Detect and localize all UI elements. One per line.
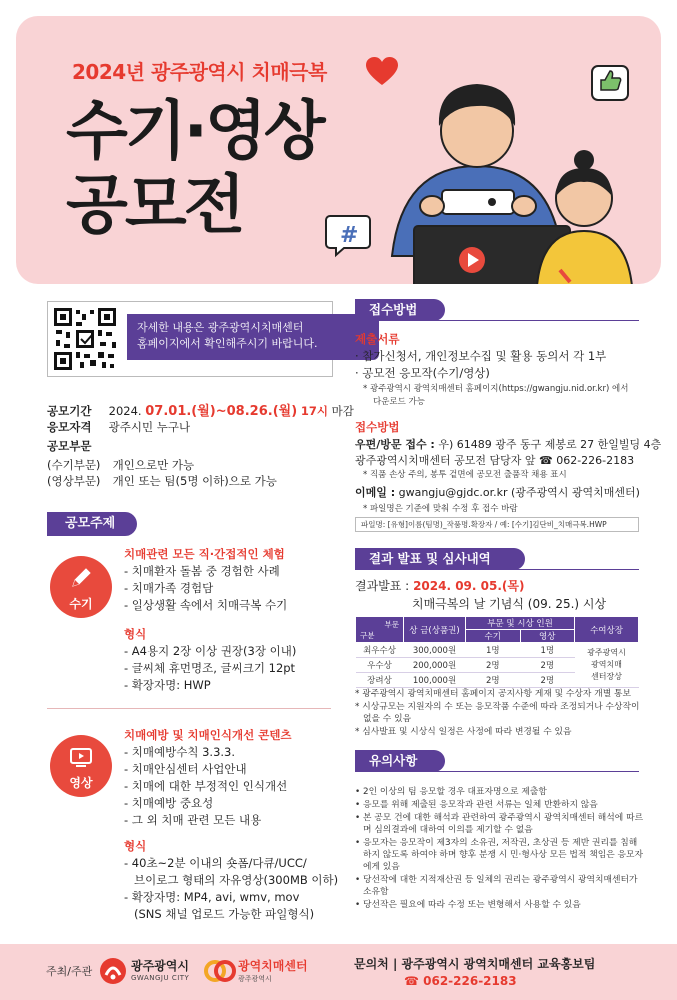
qr-message-line1: 자세한 내용은 광주광역시치매센터 xyxy=(137,321,304,334)
cautions-underline xyxy=(355,771,639,772)
list-item: - 그 외 치매 관련 모든 내용 xyxy=(124,813,262,827)
row-essay: 2명 xyxy=(466,658,521,673)
essay-division-value: 개인으로만 가능 xyxy=(112,458,195,472)
header-winners: 부문 및 시상 인원 xyxy=(466,617,575,630)
contact-info: 문의처 | 광주광역시 광역치매센터 교육홍보팀 xyxy=(354,957,596,971)
list-item: - 치매에 대한 부정적인 인식개선 xyxy=(124,779,288,793)
period-deadline: 마감 xyxy=(331,404,354,418)
period-time: 17시 xyxy=(300,404,328,418)
file-note: * 파일명은 기준에 맞춰 수정 후 접수 바람 xyxy=(363,504,518,514)
period-label: 공모기간 xyxy=(47,404,92,418)
announce-ceremony: 치매극복의 날 기념식 (09. 25.) 시상 xyxy=(412,597,607,611)
announce-date: 2024. 09. 05.(목) xyxy=(413,579,525,593)
row-prize: 100,000원 xyxy=(404,673,466,688)
header-video: 영상 xyxy=(520,630,575,643)
row-prize: 300,000원 xyxy=(404,643,466,658)
mail-note: * 직품 손상 주의, 봉투 겉면에 공모전 출품작 채용 표시 xyxy=(363,470,567,480)
hashtag-icon xyxy=(326,216,370,255)
list-item: • 응모자는 응모작이 제3자의 소유권, 저작권, 초상권 등 제반 권리를 침해하지 않도록 하여야 하며 향후 분쟁 시 민·형사상 모든 법적 책임은 응모자에게 있음 xyxy=(355,838,643,872)
cautions-section-title: 유의사항 xyxy=(355,750,445,772)
awarding-line: 광역치매 xyxy=(591,660,622,669)
eligibility-row xyxy=(47,419,190,435)
row-essay: 1명 xyxy=(466,643,521,658)
video-division-label: (영상부문) xyxy=(47,474,101,488)
row-prize: 200,000원 xyxy=(404,658,466,673)
mail-row xyxy=(355,437,661,453)
email-value[interactable]: gwangju@gjdc.or.kr (광주광역시 광역치매센터) xyxy=(398,486,640,499)
list-item: • 본 공모 건에 대한 해석과 관련하여 광주광역시 광역치매센터 해석에 따르며 심의결과에 대하여 이의를 제기할 수 없음 xyxy=(355,813,644,835)
submission-underline xyxy=(355,320,639,321)
row-video: 1명 xyxy=(520,643,575,658)
division-row xyxy=(47,438,105,454)
list-item: • 응모를 위해 제출된 응모작과 관련 서류는 일체 반환하지 않음 xyxy=(355,800,598,810)
header-category: 구분 xyxy=(360,630,375,640)
dementia-center-sub: 광주광역시 xyxy=(238,975,272,983)
list-item: - 치매안심센터 사업안내 xyxy=(124,762,247,776)
hero-banner xyxy=(16,16,661,284)
announce-row xyxy=(355,578,524,594)
list-item: • 2인 이상의 팀 응모할 경우 대표자명으로 제출함 xyxy=(355,787,547,797)
list-item: • 당선작에 대한 지적재산권 등 일체의 권리는 광주광역시 광역치매센터가 소유함 xyxy=(355,875,638,897)
list-item: - 치매예방수칙 3.3.3. xyxy=(124,745,236,759)
gwangju-city-en: GWANGJU CITY xyxy=(131,974,190,982)
essay-topic-head: 치매관련 모든 직·간접적인 체험 xyxy=(124,547,285,561)
essay-badge-label: 수기 xyxy=(69,597,93,611)
method-head: 접수방법 xyxy=(355,420,400,434)
list-item: • 당선작은 필요에 따라 수정 또는 변형해서 사용할 수 있음 xyxy=(355,900,581,910)
video-badge xyxy=(50,735,112,797)
row-name: 우수상 xyxy=(356,658,404,673)
awarding-line: 광주광역시 xyxy=(587,648,626,657)
dementia-center-logo-icon xyxy=(204,955,236,987)
header-awarding: 수여상장 xyxy=(575,617,639,643)
row-video: 2명 xyxy=(520,658,575,673)
essay-badge xyxy=(50,556,112,618)
period-row xyxy=(47,400,354,419)
qr-message xyxy=(127,314,379,360)
division-label: 공모부문 xyxy=(47,439,92,453)
row-name: 최우수상 xyxy=(356,643,404,658)
hero-title-line1: 수기·영상 xyxy=(66,95,323,169)
cautions-list xyxy=(355,786,645,912)
list-item: - 글씨체 휴먼명조, 글씨크기 12pt xyxy=(124,661,296,675)
header-prize: 상 금(상품권) xyxy=(404,617,466,643)
qr-code[interactable] xyxy=(52,306,118,372)
dementia-center-name: 광역치매센터 xyxy=(238,959,308,973)
list-item: - 치매예방 중요성 xyxy=(124,796,214,810)
table-row xyxy=(356,643,639,658)
list-item: 브이로그 형태의 자유영상(300MB 이하) xyxy=(134,873,339,887)
essay-division-label: (수기부문) xyxy=(47,458,101,472)
qr-code-box xyxy=(47,301,333,377)
eligibility-label: 응모자격 xyxy=(47,420,92,434)
awarding-cell xyxy=(575,643,639,688)
contact-phone[interactable]: ☎ 062-226-2183 xyxy=(404,974,517,988)
results-underline xyxy=(355,569,639,570)
video-badge-label: 영상 xyxy=(69,776,93,790)
list-item: - A4용지 2장 이상 권장(3장 이내) xyxy=(124,644,297,658)
mail-address-2: 광주광역시치매센터 공모전 담당자 앞 ☎ 062-226-2183 xyxy=(355,454,635,467)
gwangju-city-name: 광주광역시 xyxy=(131,959,189,973)
hero-subtitle: 2024년 광주광역시 치매극복 xyxy=(72,60,327,84)
list-item: * 심사발표 및 시상식 일정은 사정에 따라 변경될 수 있음 xyxy=(355,727,572,737)
submission-section-title: 접수방법 xyxy=(355,299,445,321)
list-item: - 일상생활 속에서 치매극복 수기 xyxy=(124,598,288,612)
video-format-list xyxy=(124,855,338,923)
docs-note-1: * 광주광역시 광역치매센터 홈페이지(https://gwangju.nid.or.kr) 에서 xyxy=(363,384,629,394)
list-item: - 40초~2분 이내의 숏폼/다큐/UCC/ xyxy=(124,856,307,870)
results-notes xyxy=(355,688,645,739)
category-divider xyxy=(47,708,331,709)
list-item: - 확장자명: HWP xyxy=(124,678,211,692)
hero-title-line2: 공모전 xyxy=(66,169,243,243)
video-topic-list xyxy=(124,744,287,829)
header-essay: 수기 xyxy=(466,630,521,643)
header-division: 부문 xyxy=(384,619,399,629)
mail-label: 우편/방문 접수 : xyxy=(355,438,435,451)
table-header xyxy=(356,617,404,643)
video-topic-head: 치매예방 및 치매인식개선 콘텐츠 xyxy=(124,728,292,742)
list-item: * 시상규모는 지원자의 수 또는 응모작품 수준에 따라 조정되거나 수상작이 없을 수 있음 xyxy=(355,702,640,724)
video-division-value: 개인 또는 팀(5명 이하)으로 가능 xyxy=(112,474,277,488)
list-item: (SNS 채널 업로드 가능한 파일형식) xyxy=(134,907,315,921)
video-division-row xyxy=(47,473,277,489)
list-item: * 광주광역시 광역치매센터 홈페이지 공지사항 게재 및 수상자 개별 통보 xyxy=(355,689,632,699)
topics-section-title: 공모주제 xyxy=(47,512,137,536)
row-video: 2명 xyxy=(520,673,575,688)
footer xyxy=(0,944,677,1000)
docs-head: 제출서류 xyxy=(355,332,400,346)
email-label: 이메일 : xyxy=(355,486,396,499)
eligibility-value: 광주시민 누구나 xyxy=(108,420,191,434)
essay-format-title: 형식 xyxy=(124,627,147,641)
row-name: 장려상 xyxy=(356,673,404,688)
results-section-title: 결과 발표 및 심사내역 xyxy=(355,548,525,570)
docs-item-1: · 참가신청서, 개인정보수집 및 활용 동의서 각 1부 xyxy=(355,349,607,363)
period-year: 2024. xyxy=(108,404,142,418)
email-row xyxy=(355,485,640,501)
svg-text:#: # xyxy=(340,223,359,248)
qr-message-line2: 홈페이지에서 확인해주시기 바랍니다. xyxy=(137,337,318,350)
host-label: 주최/주관 xyxy=(46,965,93,978)
row-essay: 2명 xyxy=(466,673,521,688)
essay-format-list xyxy=(124,643,296,694)
essay-topic-list xyxy=(124,563,287,614)
video-icon xyxy=(69,745,93,769)
docs-note-2: 다운로드 가능 xyxy=(373,397,425,407)
list-item: - 치매환자 돌봄 중 경험한 사례 xyxy=(124,564,280,578)
period-dates: 07.01.(월)~08.26.(월) xyxy=(145,404,298,419)
essay-division-row xyxy=(47,457,194,473)
awards-table xyxy=(355,616,639,688)
awarding-line: 센터장상 xyxy=(591,672,622,681)
video-format-title: 형식 xyxy=(124,839,147,853)
gwangju-city-logo-icon xyxy=(98,957,128,985)
announce-label: 결과발표 : xyxy=(355,579,410,593)
mail-address: 우) 61489 광주 동구 제봉로 27 한일빌딩 4층 xyxy=(438,438,662,451)
thumbs-up-icon xyxy=(592,66,628,100)
docs-item-2: · 공모전 응모작(수기/영상) xyxy=(355,366,490,380)
people-illustration xyxy=(302,56,652,284)
pencil-icon xyxy=(69,566,93,590)
file-example: 파일명: [유형]이름(팀명)_작품명.확장자 / 예: [수기]김단비_치매극복.HWP xyxy=(355,517,639,532)
list-item: - 확장자명: MP4, avi, wmv, mov xyxy=(124,890,300,904)
list-item: - 치매가족 경험담 xyxy=(124,581,214,595)
